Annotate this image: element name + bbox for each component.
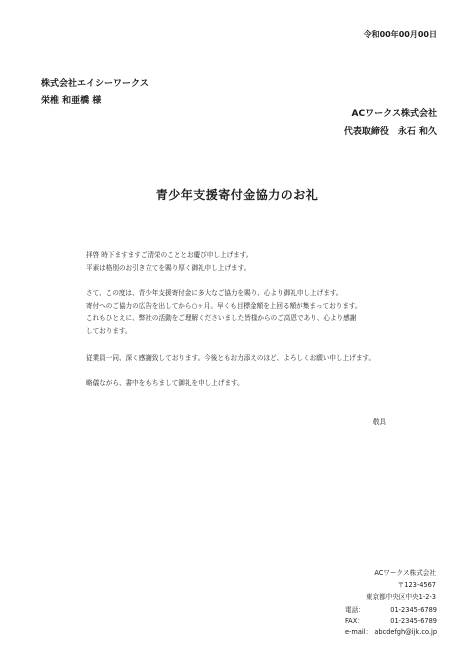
recipient-name: 栄椎 和亜橋 様 <box>41 96 102 106</box>
footer-company: ACワークス株式会社 <box>374 569 436 577</box>
body-paragraph-closing: 略儀ながら、書中をもちまして御礼を申し上げます。 <box>86 379 244 387</box>
footer-fax <box>345 616 437 628</box>
body-paragraph-main <box>86 287 362 337</box>
body-line: 拝啓 時下ますますご清栄のこととお慶び申し上げます。 <box>86 251 253 259</box>
footer-email <box>345 627 437 639</box>
body-line: さて、この度は、青少年支援寄付金に多大なご協力を賜り、心より御礼申し上げます。 <box>86 289 343 297</box>
fax-label: FAX： <box>345 617 364 625</box>
sender-representative: 代表取締役 永石 和久 <box>343 127 437 137</box>
phone-label: 電話： <box>345 606 365 614</box>
phone-value: 01-2345-6789 <box>390 606 437 614</box>
body-paragraph-greeting <box>86 249 252 274</box>
sender-company: ACワークス株式会社 <box>351 109 437 119</box>
closing-word: 敬具 <box>372 418 386 426</box>
body-line: 平素は格別のお引き立てを賜り厚く御礼申し上げます。 <box>86 263 251 272</box>
footer-address: 東京都中央区中央1-2-3 <box>365 593 436 601</box>
email-label: e-mail： <box>345 628 373 636</box>
footer-zip: 〒123-4567 <box>397 581 436 589</box>
body-line: 寄付へのご協力の広告を出してから○ヶ月。早くも目標金額を上回る額が集まっております。 <box>86 301 362 310</box>
recipient-company: 株式会社エイシーワークス <box>41 79 149 89</box>
body-line: これもひとえに、弊社の活動をご理解くださいました皆様からのご高恩であり、心より感謝 <box>86 314 357 322</box>
email-value: abcdefgh@ijk.co.jp <box>374 628 437 636</box>
letter-date: 令和00年00月00日 <box>363 30 437 39</box>
footer-phone <box>345 605 437 617</box>
letter-title: 青少年支援寄付金協力のお礼 <box>155 188 319 202</box>
body-paragraph-thanks: 従業員一同、深く感謝致しております。今後ともお力添えのほど、よろしくお願い申し上げます。 <box>86 354 376 362</box>
body-line: しております。 <box>86 326 132 335</box>
fax-value: 01-2345-6789 <box>390 617 437 625</box>
